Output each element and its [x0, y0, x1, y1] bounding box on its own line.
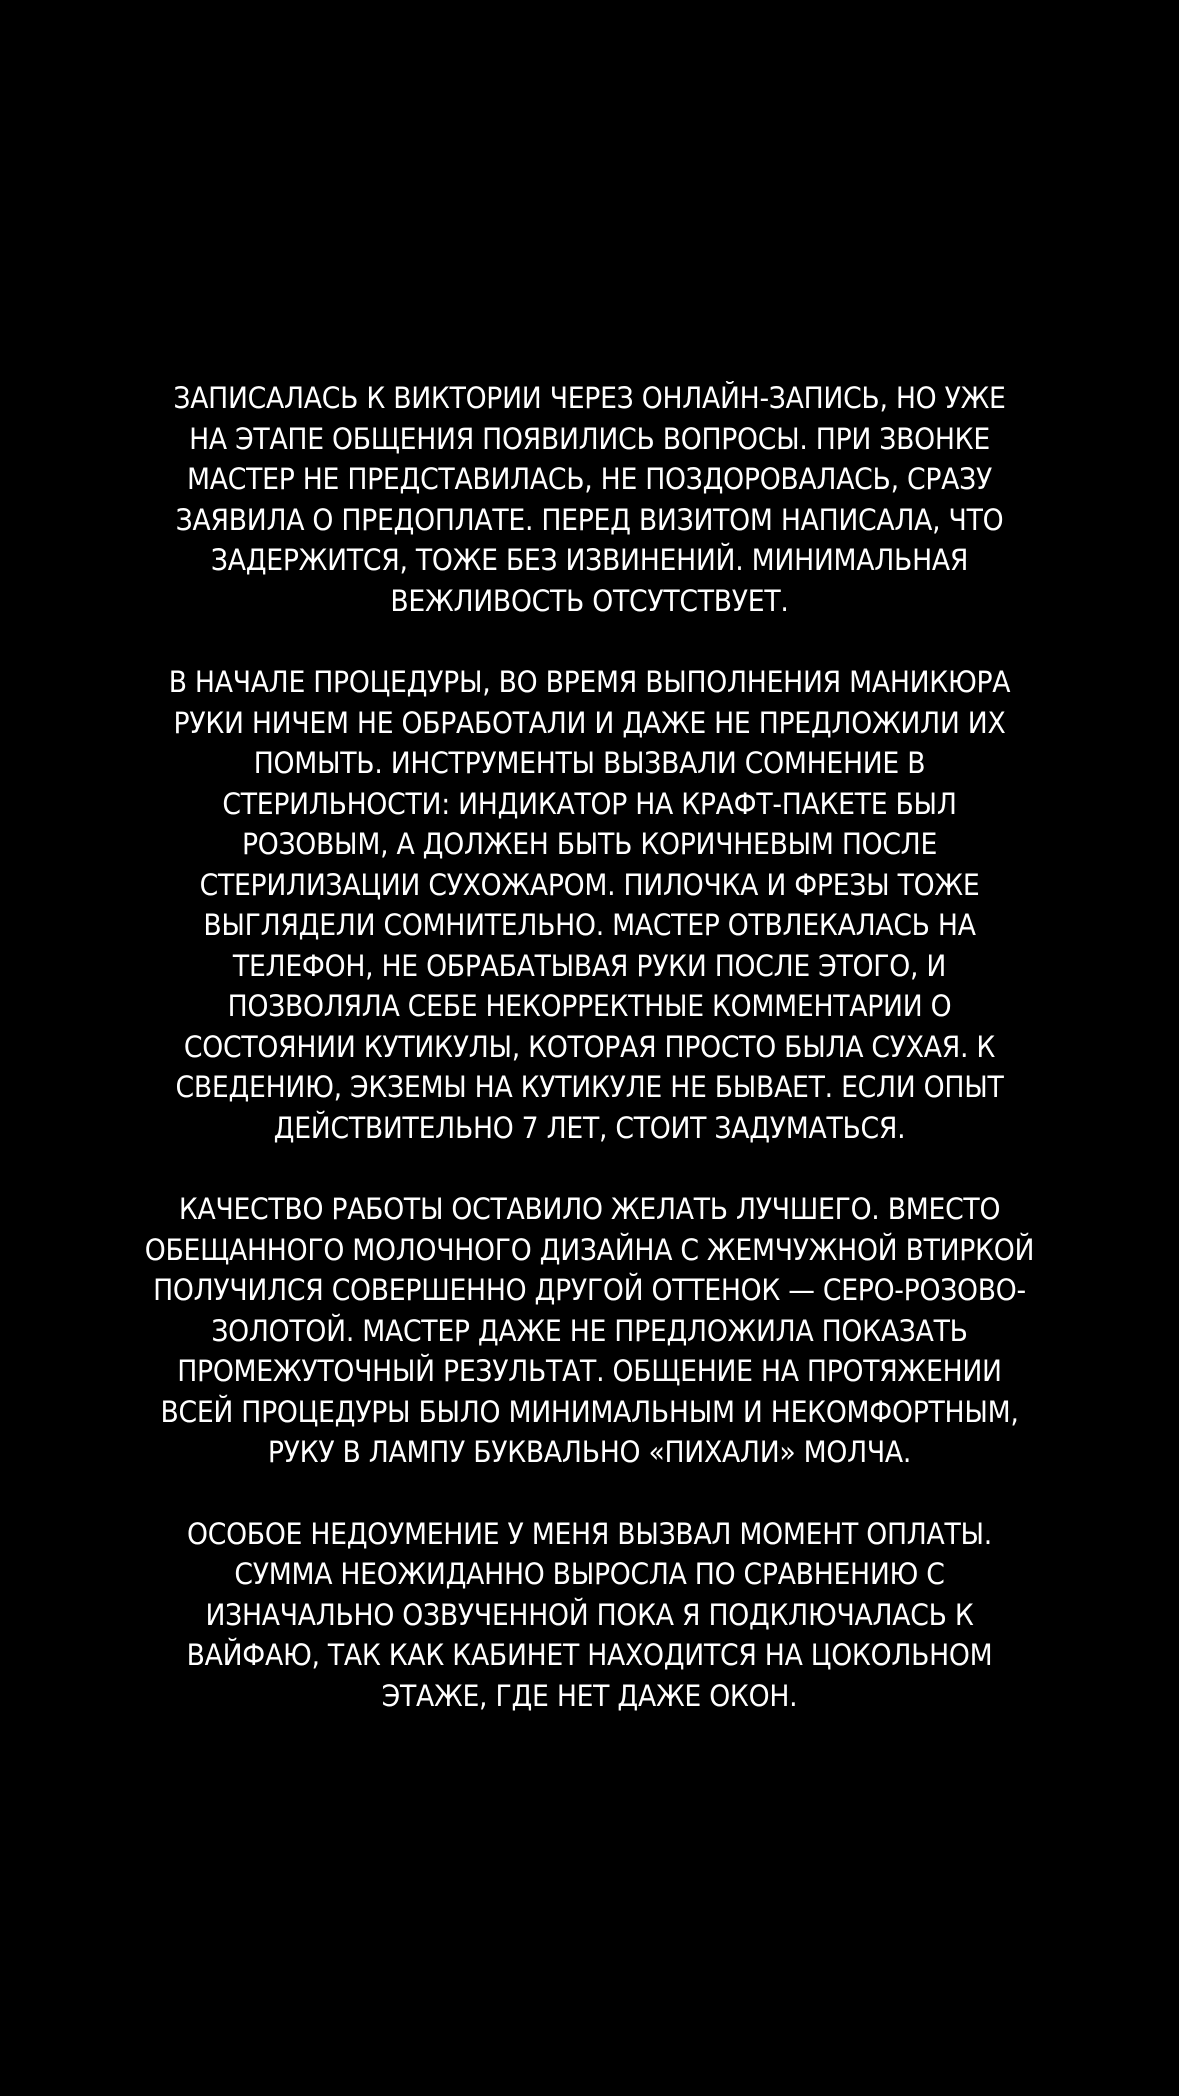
paragraph-quality — [102, 1189, 1076, 1473]
text-line: ЗАДЕРЖИТСЯ, ТОЖЕ БЕЗ ИЗВИНЕНИЙ. МИНИМАЛЬНАЯ — [210, 543, 969, 577]
text-line: ВСЕЙ ПРОЦЕДУРЫ БЫЛО МИНИМАЛЬНЫМ И НЕКОМФОРТНЫМ, — [160, 1394, 1019, 1429]
text-line: СТЕРИЛИЗАЦИИ СУХОЖАРОМ. ПИЛОЧКА И ФРЕЗЫ ТОЖЕ — [199, 867, 980, 902]
text-line: МАСТЕР НЕ ПРЕДСТАВИЛАСЬ, НЕ ПОЗДОРОВАЛАСЬ, СРАЗУ — [187, 462, 992, 496]
text-line: ЭТАЖЕ, ГДЕ НЕТ ДАЖЕ ОКОН. — [381, 1678, 798, 1713]
text-line: ТЕЛЕФОН, НЕ ОБРАБАТЫВАЯ РУКИ ПОСЛЕ ЭТОГО, И — [232, 948, 947, 983]
text-line: ВАЙФАЮ, ТАК КАК КАБИНЕТ НАХОДИТСЯ НА ЦОКОЛЬНОМ — [186, 1638, 993, 1672]
text-line: ИЗНАЧАЛЬНО ОЗВУЧЕННОЙ ПОКА Я ПОДКЛЮЧАЛАСЬ К — [205, 1597, 974, 1632]
text-line: СУММА НЕОЖИДАННО ВЫРОСЛА ПО СРАВНЕНИЮ С — [234, 1557, 945, 1591]
text-line: РУКУ В ЛАМПУ БУКВАЛЬНО «ПИХАЛИ» МОЛЧА. — [267, 1435, 912, 1469]
review-text-block — [102, 378, 1076, 1757]
paragraph-payment — [102, 1514, 1076, 1717]
paragraph-procedure — [102, 662, 1076, 1148]
text-line: РУКИ НИЧЕМ НЕ ОБРАБОТАЛИ И ДАЖЕ НЕ ПРЕДЛОЖИЛИ ИХ — [173, 705, 1006, 740]
text-line: ПРОМЕЖУТОЧНЫЙ РЕЗУЛЬТАТ. ОБЩЕНИЕ НА ПРОТЯЖЕНИИ — [177, 1354, 1002, 1388]
text-line: КАЧЕСТВО РАБОТЫ ОСТАВИЛО ЖЕЛАТЬ ЛУЧШЕГО. ВМЕСТО — [178, 1192, 1001, 1226]
paragraph-booking — [102, 378, 1076, 621]
text-line: ПОМЫТЬ. ИНСТРУМЕНТЫ ВЫЗВАЛИ СОМНЕНИЕ В — [253, 746, 926, 780]
text-line: ВЫГЛЯДЕЛИ СОМНИТЕЛЬНО. МАСТЕР ОТВЛЕКАЛАСЬ НА — [203, 908, 976, 942]
text-line: В НАЧАЛЕ ПРОЦЕДУРЫ, ВО ВРЕМЯ ВЫПОЛНЕНИЯ МАНИКЮРА — [168, 665, 1011, 699]
text-line: ВЕЖЛИВОСТЬ ОТСУТСТВУЕТ. — [390, 583, 789, 618]
text-line: ПОЛУЧИЛСЯ СОВЕРШЕННО ДРУГОЙ ОТТЕНОК — СЕРО-РОЗОВО- — [153, 1273, 1026, 1307]
text-line: ОСОБОЕ НЕДОУМЕНИЕ У МЕНЯ ВЫЗВАЛ МОМЕНТ ОПЛАТЫ. — [186, 1516, 993, 1551]
text-line: СТЕРИЛЬНОСТИ: ИНДИКАТОР НА КРАФТ-ПАКЕТЕ БЫЛ — [222, 786, 957, 821]
text-line: ДЕЙСТВИТЕЛЬНО 7 ЛЕТ, СТОИТ ЗАДУМАТЬСЯ. — [273, 1110, 906, 1145]
text-line: ПОЗВОЛЯЛА СЕБЕ НЕКОРРЕКТНЫЕ КОММЕНТАРИИ О — [227, 989, 952, 1023]
text-line: СВЕДЕНИЮ, ЭКЗЕМЫ НА КУТИКУЛЕ НЕ БЫВАЕТ. ЕСЛИ ОПЫТ — [175, 1070, 1004, 1104]
text-line: ЗОЛОТОЙ. МАСТЕР ДАЖЕ НЕ ПРЕДЛОЖИЛА ПОКАЗАТЬ — [211, 1313, 968, 1348]
text-line: РОЗОВЫМ, А ДОЛЖЕН БЫТЬ КОРИЧНЕВЫМ ПОСЛЕ — [241, 827, 938, 861]
text-line: ЗАЯВИЛА О ПРЕДОПЛАТЕ. ПЕРЕД ВИЗИТОМ НАПИСАЛА, ЧТО — [175, 502, 1004, 537]
text-line: ОБЕЩАННОГО МОЛОЧНОГО ДИЗАЙНА С ЖЕМЧУЖНОЙ ВТИРКОЙ — [144, 1232, 1035, 1267]
text-line: НА ЭТАПЕ ОБЩЕНИЯ ПОЯВИЛИСЬ ВОПРОСЫ. ПРИ ЗВОНКЕ — [189, 421, 990, 456]
text-line: СОСТОЯНИИ КУТИКУЛЫ, КОТОРАЯ ПРОСТО БЫЛА СУХАЯ. К — [183, 1029, 996, 1064]
text-line: ЗАПИСАЛАСЬ К ВИКТОРИИ ЧЕРЕЗ ОНЛАЙН-ЗАПИСЬ, НО УЖЕ — [173, 381, 1006, 415]
